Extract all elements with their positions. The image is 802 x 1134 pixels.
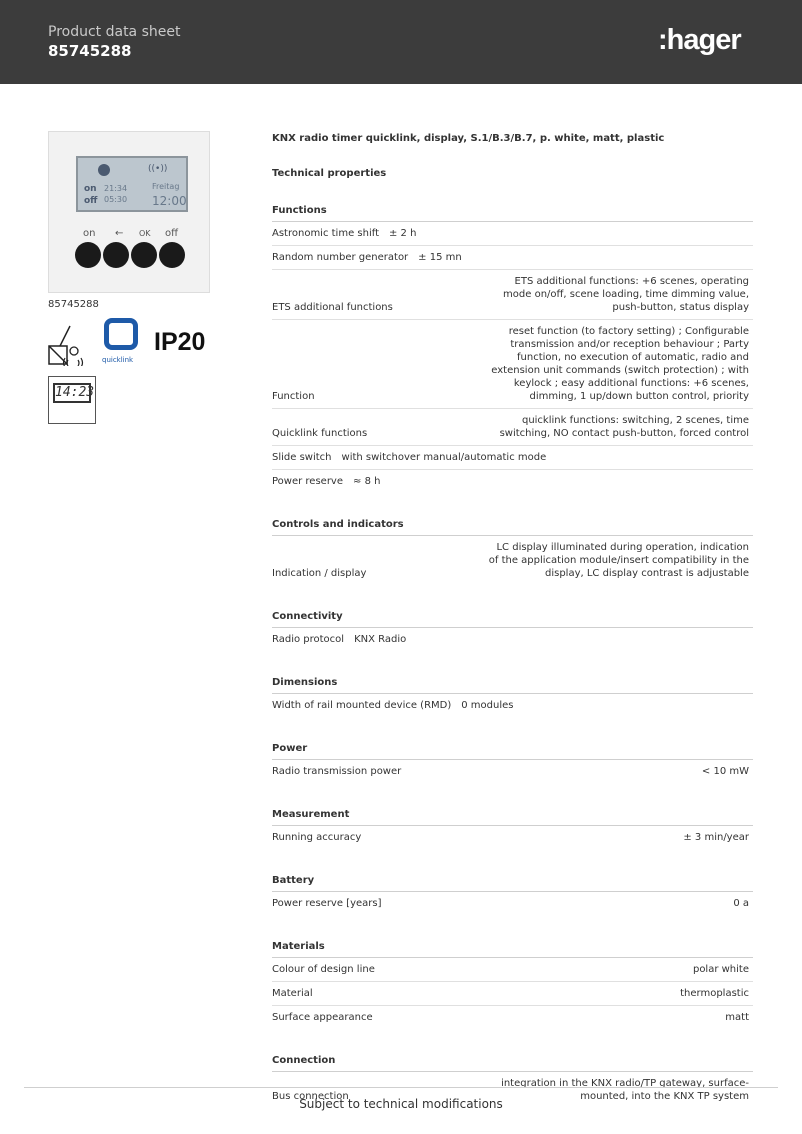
spec-row: [272, 409, 753, 446]
spec-value: with switchover manual/automatic mode: [341, 452, 547, 463]
spec-label: Random number generator: [272, 252, 409, 263]
header-product-number: 85745288: [48, 42, 132, 60]
btn-label-back: ←: [115, 228, 124, 239]
spec-value: quicklink functions: switching, 2 scenes, time switching, NO contact push-button, forced control: [499, 415, 749, 439]
footer-text: Subject to technical modifications: [299, 1097, 503, 1111]
clock-text: 14:23: [53, 383, 91, 403]
lcd-time1: 21:34: [104, 184, 128, 193]
spec-row: [272, 222, 753, 246]
spec-row: [272, 958, 753, 982]
footer-divider: [24, 1087, 778, 1088]
lcd-time2: 05:30: [104, 195, 128, 204]
spec-value: KNX Radio: [354, 634, 407, 645]
page-header: [0, 0, 802, 84]
btn-label-ok: OK: [139, 229, 151, 238]
spec-label: Radio transmission power: [272, 766, 402, 777]
header-subtitle: Product data sheet: [48, 24, 181, 40]
certification-icons: [48, 318, 213, 370]
spec-row: [272, 446, 753, 470]
spec-label: Width of rail mounted device (RMD): [272, 700, 452, 711]
spec-value: < 10 mW: [701, 766, 749, 777]
btn-label-off: off: [165, 228, 179, 239]
lcd-on: on: [84, 184, 97, 194]
section-title: Battery: [272, 875, 753, 892]
product-column: [48, 131, 213, 424]
spec-value: ± 3 min/year: [683, 832, 749, 843]
spec-value: ≈ 8 h: [353, 476, 381, 487]
spec-row: [272, 760, 753, 783]
quicklink-label: quicklink: [102, 356, 134, 364]
technical-properties-heading: Technical properties: [272, 168, 387, 179]
product-title: KNX radio timer quicklink, display, S.1/B.3/B.7, p. white, matt, plastic: [272, 133, 665, 144]
spec-row: [272, 694, 753, 717]
spec-label: ETS additional functions: [272, 302, 393, 313]
section-title: Dimensions: [272, 677, 753, 694]
spec-label: Colour of design line: [272, 964, 375, 975]
specs-column: [272, 132, 753, 1108]
btn-label-on: on: [83, 228, 96, 239]
quicklink-icon: [104, 318, 138, 350]
product-image: [48, 131, 210, 293]
spec-label: Indication / display: [272, 568, 367, 579]
section-title: Functions: [272, 205, 753, 222]
spec-value: 0 modules: [461, 700, 514, 711]
spec-label: Surface appearance: [272, 1012, 373, 1023]
spec-row: [272, 320, 753, 409]
spec-label: Quicklink functions: [272, 428, 368, 439]
lcd-time: 12:00: [152, 194, 187, 208]
spec-label: Running accuracy: [272, 832, 362, 843]
device-button-on: [75, 242, 101, 268]
lcd-display: [76, 156, 188, 212]
spec-row: [272, 536, 753, 585]
device-button-ok: [131, 242, 157, 268]
spec-value: LC display illuminated during operation, indication of the application module/insert compatibility in the display, LC display contrast is adjustable: [488, 542, 749, 579]
device-button-back: [103, 242, 129, 268]
spec-label: Power reserve [years]: [272, 898, 382, 909]
spec-label: Power reserve: [272, 476, 344, 487]
spec-value: integration in the KNX radio/TP gateway, surface-mounted, into the KNX TP system: [501, 1078, 749, 1102]
globe-icon: [98, 164, 110, 176]
spec-row: [272, 826, 753, 849]
radio-timer-symbol-icon: [48, 320, 98, 366]
spec-value: ETS additional functions: +6 scenes, operating mode on/off, scene loading, time dimming value, push-button, status display: [503, 276, 749, 313]
lcd-day: Freitag: [152, 182, 180, 191]
spec-label: Function: [272, 391, 315, 402]
spec-row: [272, 270, 753, 320]
section-title: Materials: [272, 941, 753, 958]
digital-clock-icon: [48, 376, 96, 424]
spec-row: [272, 628, 753, 651]
section-title: Controls and indicators: [272, 519, 753, 536]
article-number: 85745288: [48, 299, 99, 310]
spec-value: 0 a: [733, 898, 749, 909]
spec-value: polar white: [692, 964, 749, 975]
spec-label: Slide switch: [272, 452, 332, 463]
radio-icon: ((•)): [148, 164, 168, 174]
spec-value: reset function (to factory setting) ; Configurable transmission and/or reception behaviour ; Party function, no execution of automatic, radio and extension unit commands (switch protection) ; with keylock ; easy additional functions: +6 scenes, dimming, 1 up/down button control, priority: [491, 326, 749, 402]
spec-label: Radio protocol: [272, 634, 345, 645]
section-title: Connection: [272, 1055, 753, 1072]
spec-row: [272, 1006, 753, 1029]
device-buttons: [75, 242, 187, 272]
spec-value: thermoplastic: [680, 988, 749, 999]
spec-row: [272, 982, 753, 1006]
spec-value: ± 15 mn: [418, 252, 462, 263]
spec-value: ± 2 h: [389, 228, 417, 239]
device-button-off: [159, 242, 185, 268]
spec-row: [272, 470, 753, 493]
ip-rating: IP20: [154, 328, 206, 356]
section-title: Connectivity: [272, 611, 753, 628]
spec-value: matt: [725, 1012, 749, 1023]
lcd-off: off: [84, 196, 98, 206]
quicklink-logo: [102, 318, 140, 368]
spec-row: [272, 246, 753, 270]
section-title: Measurement: [272, 809, 753, 826]
spec-label: Astronomic time shift: [272, 228, 379, 239]
section-title: Power: [272, 743, 753, 760]
spec-label: Material: [272, 988, 313, 999]
spec-label: Bus connection: [272, 1091, 349, 1102]
spec-row: [272, 892, 753, 915]
hager-logo: :hager: [658, 24, 741, 56]
